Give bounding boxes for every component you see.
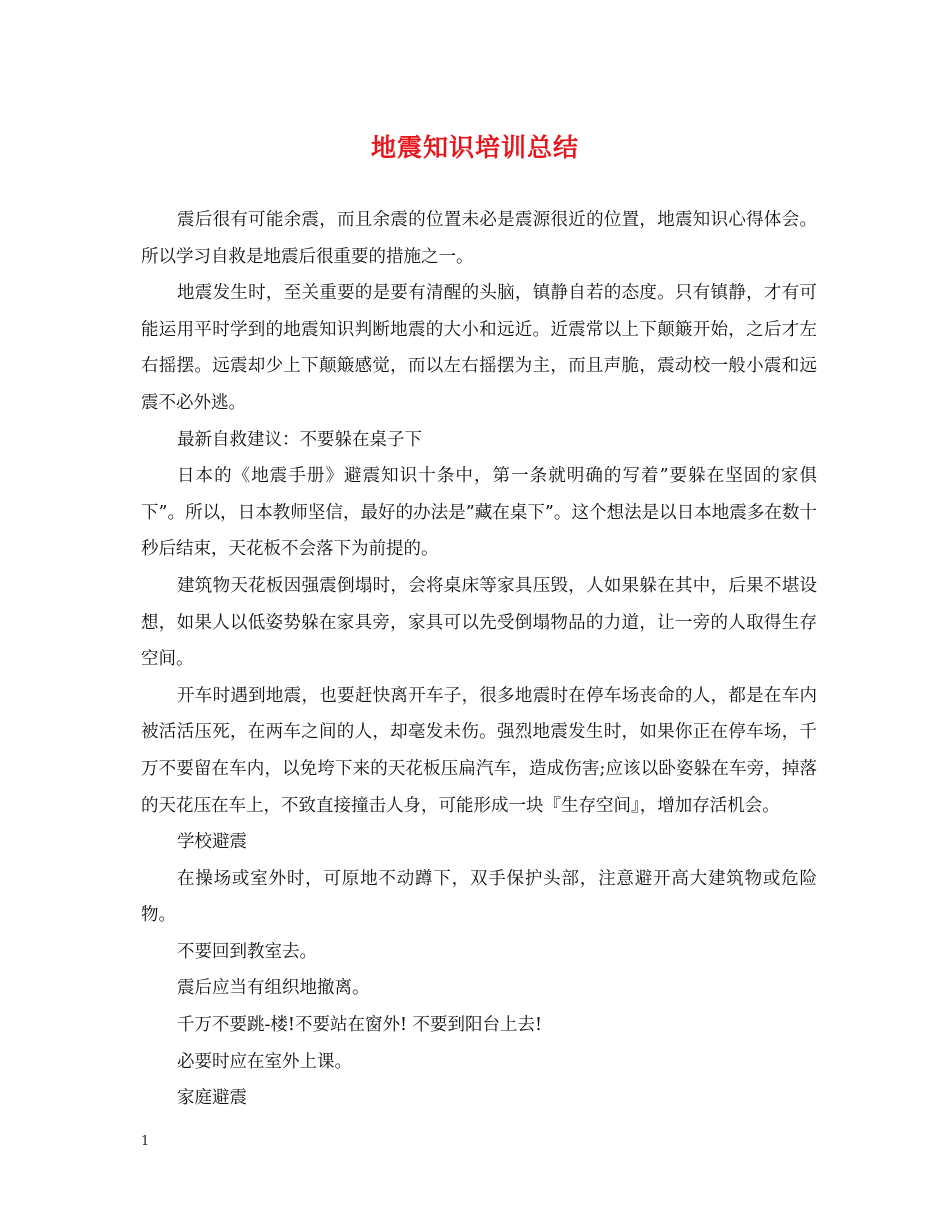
page-number: 1 (141, 1134, 150, 1149)
section-heading-school: 学校避震 (177, 832, 247, 853)
document-title: 地震知识培训总结 (370, 133, 579, 162)
paragraph: 在操场或室外时，可原地不动蹲下，双手保护头部，注意避开高大建筑物或危险物。 (141, 868, 817, 926)
section-heading-home: 家庭避震 (177, 1088, 247, 1109)
paragraph: 不要回到教室去。 (177, 941, 317, 962)
paragraph: 建筑物天花板因强震倒塌时，会将桌床等家具压毁，人如果躲在其中，后果不堪设想，如果人以低姿势躲在家具旁，家具可以先受倒塌物品的力道，让一旁的人取得生存空间。 (141, 575, 817, 670)
paragraph: 必要时应在室外上课。 (177, 1051, 352, 1072)
paragraph: 开车时遇到地震，也要赶快离开车子，很多地震时在停车场丧命的人，都是在车内被活活压死，在两车之间的人，却毫发未伤。强烈地震发生时，如果你正在停车场，千万不要留在车内，以免垮下来的天花板压扁汽车，造成伤害;应该以卧姿躲在车旁，掉落的天花压在车上，不致直接撞击人身，可能形成一块『生存空间』，增加存活机会。 (141, 685, 817, 816)
paragraph: 震后应当有组织地撤离。 (177, 978, 370, 999)
document-body (141, 202, 817, 1117)
paragraph: 千万不要跳-楼!不要站在窗外! 不要到阳台上去! (177, 1015, 543, 1036)
paragraph: 最新自救建议：不要躲在桌子下 (177, 429, 422, 450)
paragraph: 震后很有可能余震，而且余震的位置未必是震源很近的位置，地震知识心得体会。所以学习自救是地震后很重要的措施之一。 (141, 210, 817, 267)
paragraph: 日本的《地震手册》避震知识十条中，第一条就明确的写着”要躲在坚固的家俱下”。所以，日本教师坚信，最好的办法是”藏在桌下”。这个想法是以日本地震多在数十秒后结束，天花板不会落下为前提的。 (141, 466, 817, 560)
paragraph: 地震发生时，至关重要的是要有清醒的头脑，镇静自若的态度。只有镇静，才有可能运用平时学到的地震知识判断地震的大小和远近。近震常以上下颠簸开始，之后才左右摇摆。远震却少上下颠簸感觉，而以左右摇摆为主，而且声脆，震动校一般小震和远震不必外逃。 (141, 283, 817, 413)
